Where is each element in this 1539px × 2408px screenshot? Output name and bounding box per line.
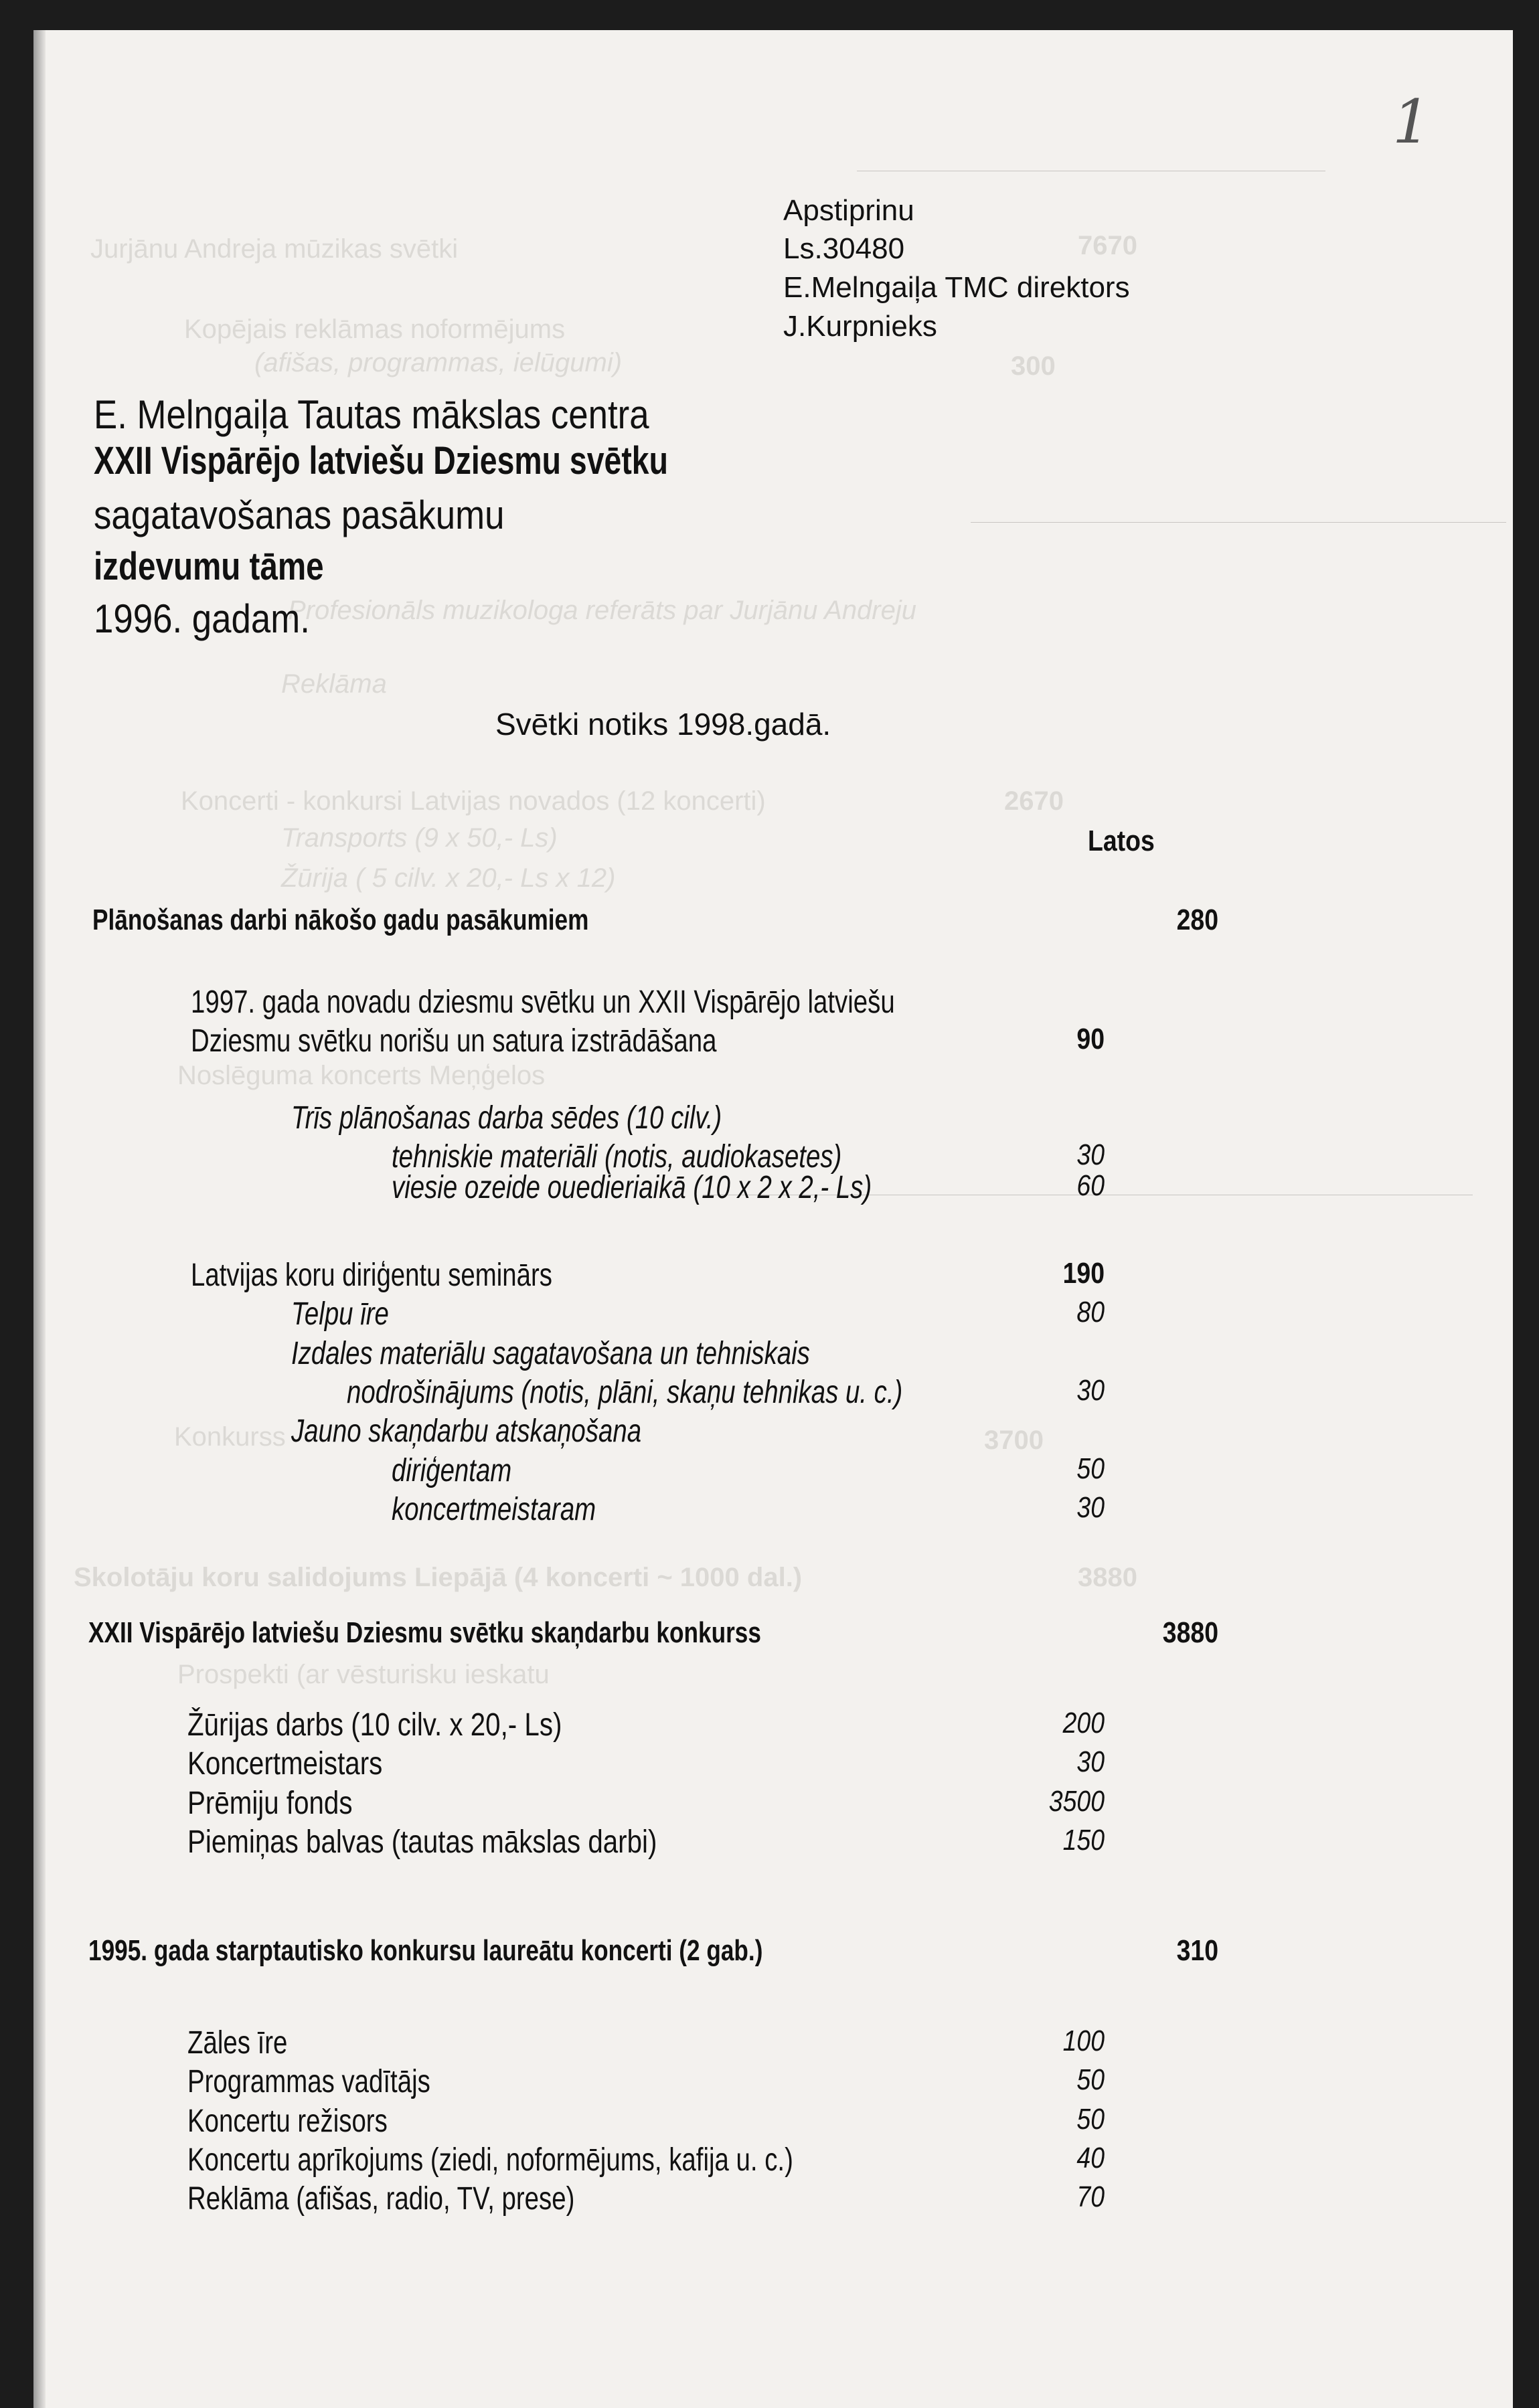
line-item-value: 30 [1076, 1138, 1105, 1171]
line-item-label: Telpu īre [291, 1296, 389, 1332]
line-item-label: Izdales materiālu sagatavošana un tehniskais [291, 1336, 810, 1371]
title-line: sagatavošanas pasākumu [94, 493, 505, 537]
title-line: XXII Vispārējo latviešu Dziesmu svētku [94, 439, 668, 483]
bleed-through-text: (afišas, programmas, ielūgumi) [254, 348, 623, 377]
line-item-label: Reklāma (afišas, radio, TV, prese) [187, 2181, 575, 2217]
line-item-value: 30 [1076, 1745, 1105, 1778]
bleed-through-text: Skolotāju koru salidojums Liepājā (4 koncerti ~ 1000 dal.) [74, 1563, 803, 1592]
bleed-through-text: Jurjānu Andreja mūzikas svētki [90, 234, 459, 264]
line-item-label: Piemiņas balvas (tautas mākslas darbi) [187, 1824, 657, 1860]
approval-line: J.Kurpnieks [783, 310, 937, 343]
line-item-value: 50 [1076, 1452, 1105, 1485]
line-item-label: nodrošinājums (notis, plāni, skaņu tehnikas u. c.) [347, 1375, 903, 1410]
line-item-label: viesie ozeide ouedieriaikā (10 x 2 x 2,- Ls) [392, 1170, 872, 1205]
bleed-through-text: Žūrija ( 5 cilv. x 20,- Ls x 12) [281, 863, 616, 893]
approval-line: E.Melngaiļa TMC direktors [783, 271, 1130, 304]
page-edge-shadow [33, 30, 46, 2408]
bleed-through-text: Konkurss [174, 1422, 286, 1452]
bleed-through-text: Profesionāls muzikologa referāts par Jurjānu Andreju [288, 596, 917, 625]
subsection-total: 190 [1062, 1257, 1105, 1290]
title-line: izdevumu tāme [94, 545, 324, 588]
section-title: 1995. gada starptautisko konkursu laureātu koncerti (2 gab.) [88, 1934, 763, 1967]
approval-line: Apstiprinu [783, 194, 914, 227]
line-item-value: 80 [1076, 1296, 1105, 1328]
bleed-through-text: Reklāma [281, 669, 387, 699]
line-item-value: 50 [1076, 2063, 1105, 2096]
line-item-value: 60 [1076, 1169, 1105, 1202]
line-item-label: tehniskie materiāli (notis, audiokasetes) [392, 1139, 842, 1175]
section-title: Plānošanas darbi nākošo gadu pasākumiem [92, 904, 589, 936]
cut-off-line [392, 1169, 1128, 1205]
line-item-value: 40 [1076, 2142, 1105, 2174]
line-item-value: 50 [1076, 2103, 1105, 2136]
line-item-label: Koncertmeistars [187, 1746, 383, 1782]
subsection-title: Latvijas koru diriģentu seminārs [191, 1258, 552, 1293]
line-item-value: 30 [1076, 1491, 1105, 1524]
line-item-value: 200 [1062, 1707, 1105, 1739]
bleed-through-text: 7670 [1078, 231, 1137, 260]
title-line: 1996. gadam. [94, 596, 310, 641]
line-item-value: 30 [1076, 1374, 1105, 1407]
section-total: 310 [1176, 1934, 1218, 1967]
line-item-value: 150 [1062, 1824, 1105, 1857]
bleed-through-text: 300 [1011, 351, 1056, 381]
section-total: 3880 [1162, 1616, 1218, 1649]
approval-line: Ls.30480 [783, 232, 905, 265]
line-item-value: 70 [1076, 2180, 1105, 2213]
bleed-through-text: Noslēguma koncerts Meņģelos [177, 1061, 546, 1090]
line-item-label: Zāles īre [187, 2025, 288, 2061]
line-item-label: Koncertu režisors [187, 2103, 388, 2139]
event-note: Svētki notiks 1998.gadā. [495, 707, 831, 742]
line-item-label: Trīs plānošanas darba sēdes (10 cilv.) [291, 1100, 722, 1136]
subsection-title: Dziesmu svētku norišu un satura izstrādāšana [191, 1023, 717, 1059]
line-item-label: diriģentam [392, 1453, 512, 1488]
line-item-label: Koncertu aprīkojums (ziedi, noformējums, kafija u. c.) [187, 2142, 793, 2178]
line-item-label: koncertmeistaram [392, 1492, 596, 1527]
bleed-through-text: 2670 [1004, 786, 1064, 816]
line-item-label: Programmas vadītājs [187, 2064, 430, 2099]
line-item-label: Jauno skaņdarbu atskaņošana [291, 1413, 642, 1449]
title-line: E. Melngaiļa Tautas mākslas centra [94, 392, 649, 437]
bleed-through-text: Prospekti (ar vēsturisku ieskatu [177, 1660, 550, 1689]
page-number-handwritten: 1 [1392, 87, 1431, 157]
subsection-total: 90 [1076, 1023, 1105, 1055]
document-page [33, 30, 1513, 2408]
line-item-value: 3500 [1048, 1785, 1105, 1818]
bleed-through-text: Kopējais reklāmas noformējums [184, 315, 566, 344]
section-total: 280 [1176, 904, 1218, 936]
faint-rule [971, 522, 1506, 523]
section-title: XXII Vispārējo latviešu Dziesmu svētku skaņdarbu konkurss [88, 1616, 761, 1649]
line-item-value: 100 [1062, 2025, 1105, 2057]
bleed-through-text: 3880 [1078, 1563, 1137, 1592]
line-item-label: Žūrijas darbs (10 cilv. x 20,- Ls) [187, 1707, 562, 1743]
currency-label: Latos [1088, 825, 1155, 857]
bleed-through-text: Koncerti - konkursi Latvijas novados (12 koncerti) [181, 786, 766, 816]
bleed-through-text: 3700 [984, 1426, 1044, 1455]
bleed-through-text: Transports (9 x 50,- Ls) [281, 823, 558, 853]
line-item-label: Prēmiju fonds [187, 1786, 353, 1821]
subsection-title: 1997. gada novadu dziesmu svētku un XXII Vispārējo latviešu [191, 984, 895, 1020]
